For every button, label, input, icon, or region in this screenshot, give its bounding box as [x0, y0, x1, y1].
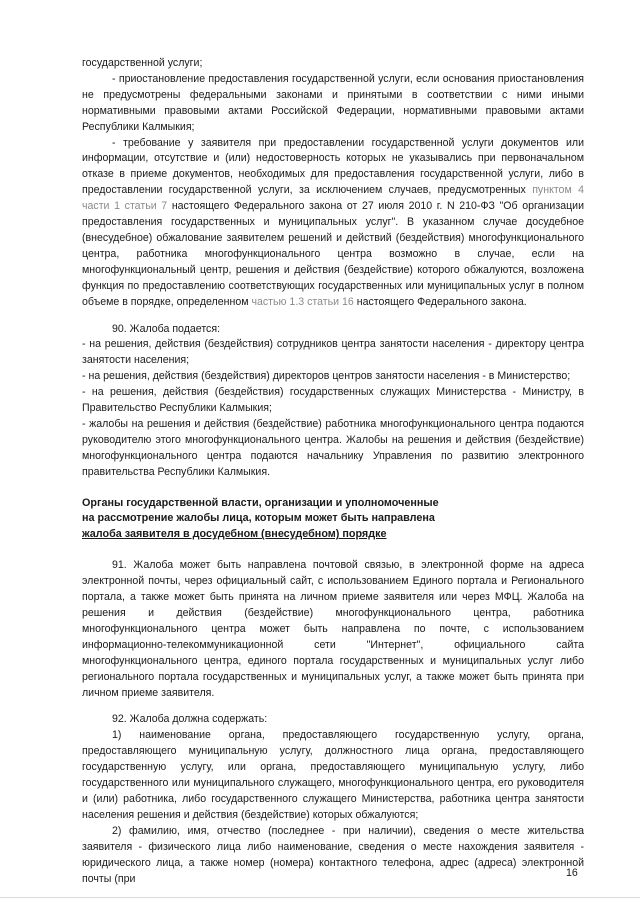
paragraph: [82, 136, 584, 311]
page-bottom-divider: [0, 897, 640, 898]
paragraph: - приостановление предоставления государственной услуги, если основания приостановления не предусмотрены федеральными законами и принятыми в соответствии с ними иными нормативными правовыми актами Российской Федерации, нормативными правовыми актами Республики Калмыкия;: [82, 72, 584, 133]
paragraph: - жалобы на решения и действия (бездействие) работника многофункционального центра подаются руководителю этого многофункционального центра. Жалобы на решения и действия (бездействие) многофункционального центра подаются начальнику Управления по развитию электронного правительства Республики Калмыкия.: [82, 417, 584, 478]
paragraph: - на решения, действия (бездействия) сотрудников центра занятости населения - директору центра занятости населения;: [82, 338, 584, 367]
heading-line: жалоба заявителя в досудебном (внесудебном) порядке: [82, 528, 387, 541]
paragraph: 2) фамилию, имя, отчество (последнее - при наличии), сведения о месте жительства заявителя - физического лица либо наименование, сведения о месте нахождения заявителя - юридического лица, а также номер (номера) контактного телефона, адрес (адреса) электронной почты (при: [82, 824, 584, 885]
page-number: 16: [566, 867, 578, 879]
heading-line: на рассмотрение жалобы лица, которым может быть направлена: [82, 512, 435, 525]
paragraph-text: настоящего Федерального закона от 27 июля 2010 г. N 210-ФЗ "Об организации предоставления государственных и муниципальных услуг". В указанном случае досудебное (внесудебное) обжалование заявителем решений и действий (бездействия) многофункционального центра, работника многофункционального центра возможно в случае, если на многофункциональный центр, решения и действия (бездействие) которого обжалуются, возложена функция по предоставлению соответствующих государственных или муниципальных услуг в полном объеме в порядке, определенном: [82, 200, 584, 308]
law-reference-link[interactable]: пунктом 4 части 1 статьи 7: [82, 184, 584, 213]
paragraph: - на решения, действия (бездействия) директоров центров занятости населения - в Министерство;: [82, 370, 571, 383]
paragraph: 1) наименование органа, предоставляющего государственную услугу, органа, предоставляющего муниципальную услугу, должностного лица органа, предоставляющего государственную услугу, или органа, предоставляющего муниципальную услугу, либо государственного или муниципального служащего, многофункционального центра, его руководителя и (или) работника, либо государственного служащего Министерства, работника центра занятости населения решения и действия (бездействие) которых обжалуются;: [82, 729, 584, 821]
paragraph: 90. Жалоба подается:: [112, 322, 221, 335]
paragraph: государственной услуги;: [82, 57, 203, 69]
paragraph: 92. Жалоба должна содержать:: [112, 713, 268, 726]
paragraph: - на решения, действия (бездействия) государственных служащих Министерства - Министру, в Правительство Республики Калмыкия;: [82, 386, 584, 415]
paragraph-text: настоящего Федерального закона.: [353, 295, 527, 308]
section-heading: [82, 496, 584, 544]
paragraph: 91. Жалоба может быть направлена почтовой связью, в электронной форме на адреса электронной почты, через официальный сайт, с использованием Единого портала и Регионального портала, а также может быть принята на личном приеме заявителя или через МФЦ. Жалоба на решения и действия (бездействие) многофункционального центра, работника многофункционального центра может быть направлена по почте, с использованием информационно-телекоммуникационной сети "Интернет", официального сайта многофункционального центра, единого портала государственных и муниципальных услуг либо регионального портала государственных и муниципальных услуг, а также может быть принята при личном приеме заявителя.: [82, 559, 584, 699]
paragraph-text: - требование у заявителя при предоставлении государственной услуги документов или информации, отсутствие и (или) недостоверность которых не указывались при первоначальном отказе в приеме документов, необходимых для предоставления государственной услуги, либо в предоставлении государственной услуги, за исключением случаев, предусмотренных: [82, 136, 584, 197]
law-reference-link[interactable]: частью 1.3 статьи 16: [251, 295, 354, 308]
document-page: [82, 56, 584, 887]
heading-line: Органы государственной власти, организации и уполномоченные: [82, 496, 439, 509]
